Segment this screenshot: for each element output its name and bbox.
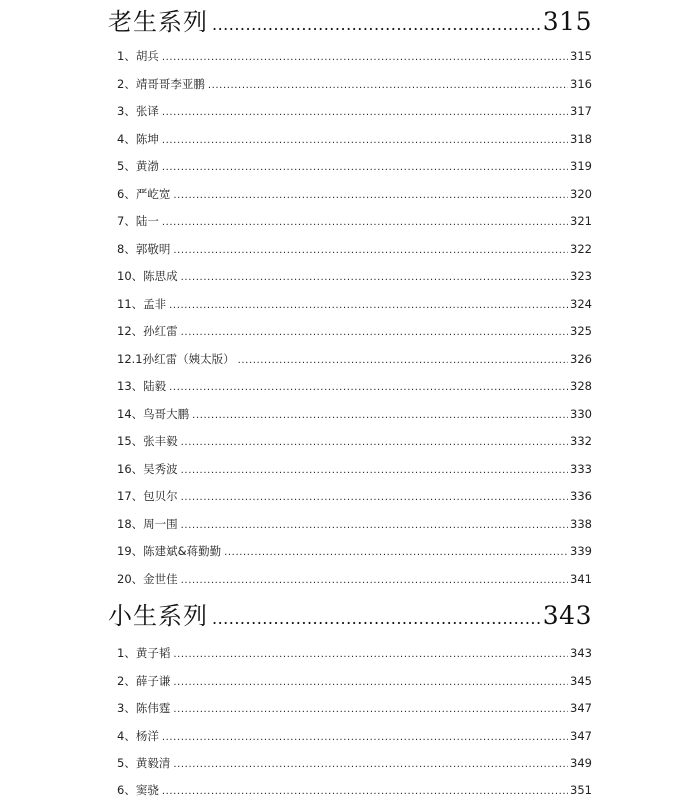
section-title: 小生系列 [108, 602, 208, 630]
entry-label: 2、薛子谦 [117, 673, 171, 688]
entry-page-number: 349 [570, 756, 592, 770]
entry-page-number: 318 [570, 131, 592, 146]
entry-page-number: 333 [570, 461, 592, 476]
toc-entry[interactable] [117, 406, 592, 422]
toc-entry[interactable] [117, 186, 592, 202]
dot-leader [181, 575, 568, 586]
entry-label: 19、陈建斌&蒋勤勤 [117, 544, 222, 558]
entry-page-number: 338 [570, 516, 592, 531]
entry-page-number: 345 [570, 673, 592, 688]
entry-label: 14、鸟哥大鹏 [117, 406, 190, 421]
entry-label: 6、严屹宽 [117, 186, 171, 201]
dot-leader [208, 80, 568, 91]
toc-entry[interactable] [117, 213, 592, 229]
toc-entry[interactable] [117, 645, 592, 661]
entry-label: 3、张译 [117, 104, 159, 118]
entry-label: 8、郭敬明 [117, 241, 171, 256]
entry-label: 11、孟非 [117, 296, 167, 311]
dot-leader [162, 217, 568, 228]
section-page-number: 343 [542, 601, 592, 630]
entry-label: 20、金世佳 [117, 571, 178, 586]
toc-entry[interactable] [117, 103, 592, 119]
toc-entry[interactable] [117, 296, 592, 312]
dot-leader [162, 52, 568, 63]
dot-leader [173, 759, 568, 770]
dot-leader [181, 520, 568, 531]
entry-page-number: 326 [570, 351, 592, 366]
dot-leader [169, 382, 568, 393]
dot-leader [162, 732, 568, 743]
entry-label: 1、胡兵 [117, 49, 159, 63]
entry-page-number: 343 [570, 646, 592, 660]
toc-entry[interactable] [117, 131, 592, 147]
dot-leader [238, 355, 568, 366]
toc-entry[interactable] [117, 241, 592, 257]
entry-page-number: 316 [570, 76, 592, 91]
toc-entry[interactable] [117, 755, 592, 771]
entry-label: 4、杨洋 [117, 728, 159, 743]
dot-leader [173, 677, 568, 688]
dot-leader [173, 190, 568, 201]
dot-leader [162, 135, 568, 146]
toc-entry[interactable] [117, 516, 592, 532]
entry-page-number: 324 [570, 296, 592, 311]
entry-page-number: 332 [570, 434, 592, 448]
entry-label: 2、靖哥哥李亚鹏 [117, 76, 205, 91]
entry-page-number: 320 [570, 186, 592, 201]
entry-label: 3、陈伟霆 [117, 701, 171, 715]
toc-entry[interactable] [117, 351, 592, 367]
toc-entry[interactable] [117, 728, 592, 744]
entry-label: 4、陈坤 [117, 131, 159, 146]
entry-label: 17、包贝尔 [117, 489, 178, 503]
entry-page-number: 341 [570, 571, 592, 586]
section-heading-xiaosheng[interactable] [108, 596, 592, 631]
dot-leader [162, 107, 568, 118]
toc-entry[interactable] [117, 268, 592, 284]
dot-leader [162, 162, 568, 173]
entry-label: 5、黄毅清 [117, 756, 171, 770]
dot-leader [162, 786, 568, 797]
dot-leader [173, 649, 568, 660]
entry-page-number: 322 [570, 241, 592, 256]
toc-entry[interactable] [117, 700, 592, 716]
toc-entry[interactable] [117, 673, 592, 689]
entry-page-number: 328 [570, 379, 592, 393]
entry-label: 1、黄子韬 [117, 646, 171, 660]
entry-label: 6、窦骁 [117, 783, 159, 797]
entry-page-number: 317 [570, 104, 592, 118]
entry-label: 5、黄渤 [117, 159, 159, 173]
dot-leader [181, 272, 568, 283]
toc-entry[interactable] [117, 378, 592, 394]
entry-label: 13、陆毅 [117, 379, 167, 393]
dot-leader [173, 245, 568, 256]
dot-leader [212, 15, 541, 34]
dot-leader [212, 609, 541, 628]
toc-entry[interactable] [117, 433, 592, 449]
toc-entry[interactable] [117, 571, 592, 587]
entry-page-number: 347 [570, 728, 592, 743]
entry-page-number: 330 [570, 406, 592, 421]
entry-page-number: 323 [570, 269, 592, 283]
entry-label: 10、陈思成 [117, 269, 178, 283]
entry-page-number: 339 [570, 544, 592, 558]
dot-leader [181, 437, 568, 448]
dot-leader [173, 704, 568, 715]
toc-entry[interactable] [117, 48, 592, 64]
dot-leader [181, 465, 568, 476]
toc-entry[interactable] [117, 782, 592, 798]
section-heading-laosheng[interactable] [108, 2, 592, 37]
entry-page-number: 319 [570, 159, 592, 173]
entry-page-number: 321 [570, 214, 592, 228]
toc-entry[interactable] [117, 488, 592, 504]
entry-page-number: 347 [570, 701, 592, 715]
entry-page-number: 325 [570, 324, 592, 338]
toc-entry[interactable] [117, 323, 592, 339]
section-title: 老生系列 [108, 8, 208, 36]
entry-label: 7、陆一 [117, 214, 159, 228]
dot-leader [181, 492, 568, 503]
toc-entry[interactable] [117, 158, 592, 174]
entry-label: 18、周一围 [117, 516, 178, 531]
entry-page-number: 351 [570, 783, 592, 797]
dot-leader [224, 547, 568, 558]
dot-leader [181, 327, 568, 338]
section-page-number: 315 [542, 7, 592, 36]
dot-leader [169, 300, 568, 311]
entry-page-number: 315 [570, 49, 592, 63]
entry-label: 15、张丰毅 [117, 434, 178, 448]
entry-label: 12、孙红雷 [117, 324, 178, 338]
dot-leader [192, 410, 568, 421]
toc-entry[interactable] [117, 76, 592, 92]
toc-entry[interactable] [117, 461, 592, 477]
toc-entry[interactable] [117, 543, 592, 559]
entry-label: 16、吴秀波 [117, 461, 178, 476]
entry-page-number: 336 [570, 489, 592, 503]
entry-label: 12.1孙红雷（姨太版） [117, 351, 235, 366]
